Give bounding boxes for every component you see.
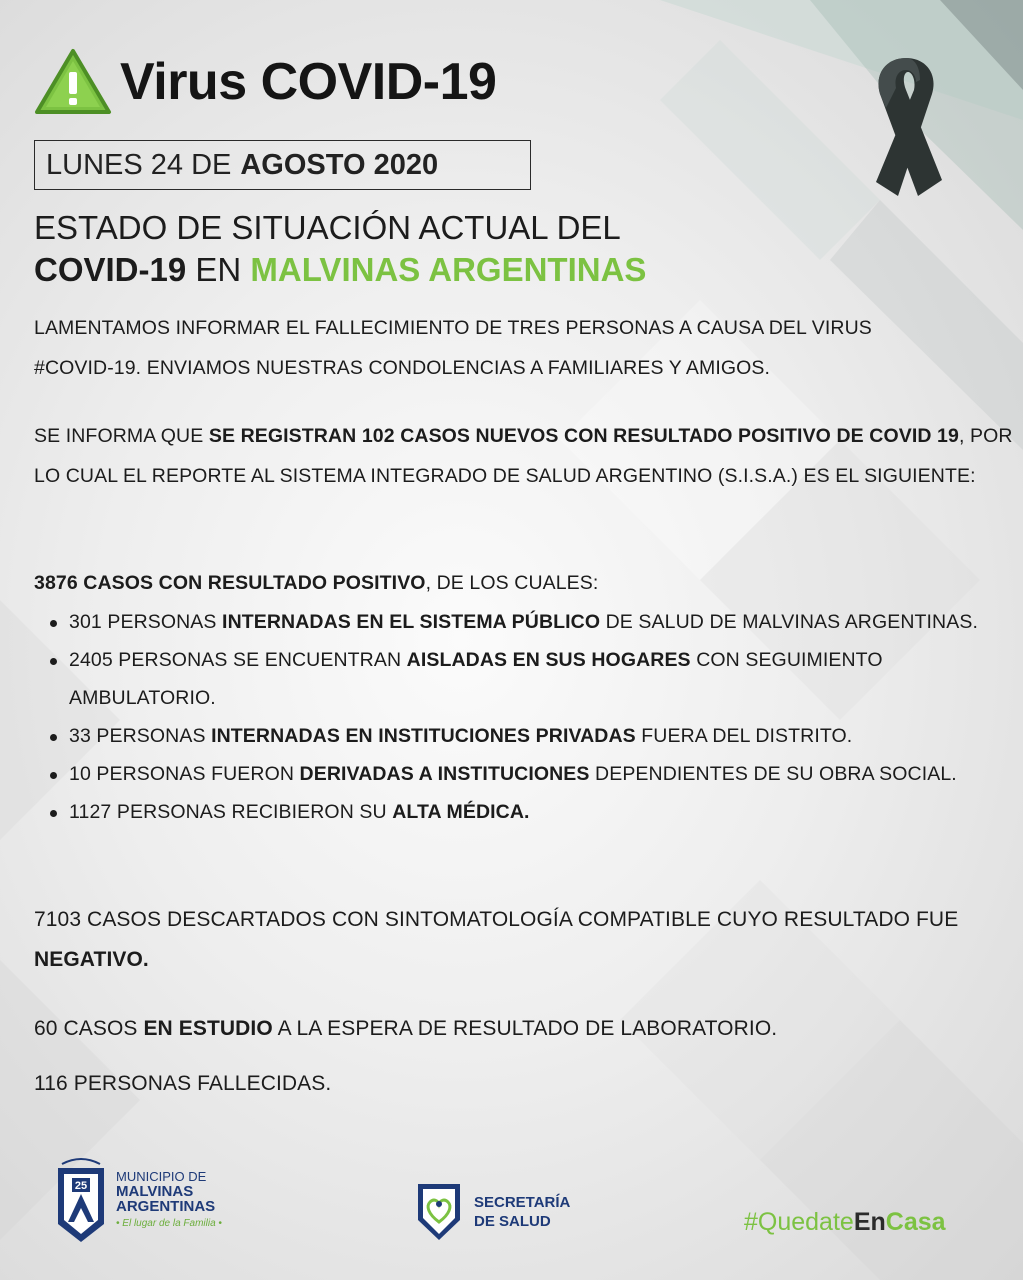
condolence-line2: #COVID-19. ENVIAMOS NUESTRAS CONDOLENCIAS A FAMILIARES Y AMIGOS.	[34, 357, 771, 379]
heading-line2	[34, 249, 646, 291]
item-bold: ALTA MÉDICA.	[392, 801, 530, 823]
report-paragraph	[34, 416, 1014, 496]
study-post: A LA ESPERA DE RESULTADO DE LABORATORIO.	[272, 1017, 778, 1040]
mourning-ribbon-icon	[856, 50, 956, 198]
hashtag-part-a: #Quedate	[744, 1208, 854, 1236]
muni-tagline: • El lugar de la Familia •	[116, 1218, 222, 1229]
item-pre: 2405 PERSONAS SE ENCUENTRAN	[69, 649, 407, 671]
heading-covid: COVID-19	[34, 251, 187, 288]
positives-section	[34, 563, 1014, 831]
positives-rest: , DE LOS CUALES:	[425, 572, 599, 594]
municipality-crest-icon	[50, 1154, 112, 1246]
report-pre: SE INFORMA QUE	[34, 425, 209, 447]
item-pre: 301 PERSONAS	[69, 611, 223, 633]
list-item	[34, 641, 1014, 717]
discarded-text: 7103 CASOS DESCARTADOS CON SINTOMATOLOGÍA COMPATIBLE CUYO RESULTADO FUE	[34, 908, 959, 931]
date-box	[34, 140, 531, 190]
positives-bold: 3876 CASOS CON RESULTADO POSITIVO	[34, 572, 426, 594]
list-item	[34, 717, 1014, 755]
heading-line1: ESTADO DE SITUACIÓN ACTUAL DEL	[34, 209, 621, 246]
item-pre: 1127 PERSONAS RECIBIERON SU	[69, 801, 393, 823]
item-bold: INTERNADAS EN EL SISTEMA PÚBLICO	[222, 611, 601, 633]
muni-line2: MALVINAS	[116, 1183, 194, 1200]
study-pre: 60 CASOS	[34, 1017, 144, 1040]
list-item	[34, 793, 1014, 831]
positives-intro	[34, 563, 1014, 603]
condolence-paragraph	[34, 308, 934, 388]
municipality-text	[116, 1169, 222, 1231]
item-bold: INTERNADAS EN INSTITUCIONES PRIVADAS	[211, 725, 636, 747]
item-pre: 33 PERSONAS	[69, 725, 212, 747]
muni-line1: MUNICIPIO DE	[116, 1169, 207, 1184]
municipality-logo	[50, 1154, 222, 1246]
item-post: DEPENDIENTES DE SU OBRA SOCIAL.	[589, 763, 957, 785]
hashtag-part-c: Casa	[885, 1208, 946, 1236]
health-secretariat-text	[474, 1193, 570, 1231]
discarded-paragraph	[34, 900, 994, 980]
item-post: CON SEGUIMIENTO AMBULATORIO.	[69, 649, 883, 709]
heading-location: MALVINAS ARGENTINAS	[250, 251, 647, 288]
date-prefix: LUNES 24 DE	[46, 148, 232, 181]
item-post: FUERA DEL DISTRITO.	[635, 725, 853, 747]
title-row	[34, 48, 496, 116]
date-bold: AGOSTO 2020	[240, 148, 439, 181]
report-bold: SE REGISTRAN 102 CASOS NUEVOS CON RESULTADO POSITIVO DE COVID 19	[208, 425, 959, 447]
title-covid: COVID-19	[260, 53, 497, 111]
salud-line1: SECRETARÍA	[474, 1194, 571, 1211]
report-post: , POR LO CUAL EL REPORTE AL SISTEMA INTEGRADO DE SALUD ARGENTINO (S.I.S.A.) ES EL SIGUIENTE:	[34, 425, 1013, 487]
list-item	[34, 603, 1014, 641]
heading-en: EN	[186, 251, 251, 288]
study-paragraph	[34, 1009, 777, 1049]
heart-shield-icon	[414, 1180, 464, 1244]
warning-icon	[34, 48, 112, 116]
item-post: DE SALUD DE MALVINAS ARGENTINAS.	[600, 611, 978, 633]
title-virus: Virus	[120, 53, 247, 111]
muni-line3: ARGENTINAS	[116, 1198, 216, 1215]
item-pre: 10 PERSONAS FUERON	[69, 763, 300, 785]
item-bold: DERIVADAS A INSTITUCIONES	[299, 763, 590, 785]
condolence-line1: LAMENTAMOS INFORMAR EL FALLECIMIENTO DE TRES PERSONAS A CAUSA DEL VIRUS	[34, 317, 872, 339]
hashtag	[744, 1208, 946, 1237]
item-bold: AISLADAS EN SUS HOGARES	[406, 649, 691, 671]
health-secretariat-logo	[414, 1180, 570, 1244]
study-bold: EN ESTUDIO	[143, 1017, 273, 1040]
salud-line2: DE SALUD	[474, 1213, 551, 1230]
discarded-bold: NEGATIVO.	[34, 948, 149, 971]
situation-heading	[34, 207, 646, 291]
deceased-paragraph: 116 PERSONAS FALLECIDAS.	[34, 1072, 332, 1095]
hashtag-part-b: En	[853, 1208, 886, 1236]
crest-number: 25	[74, 1180, 88, 1192]
list-item	[34, 755, 1014, 793]
positives-list	[34, 603, 1014, 831]
